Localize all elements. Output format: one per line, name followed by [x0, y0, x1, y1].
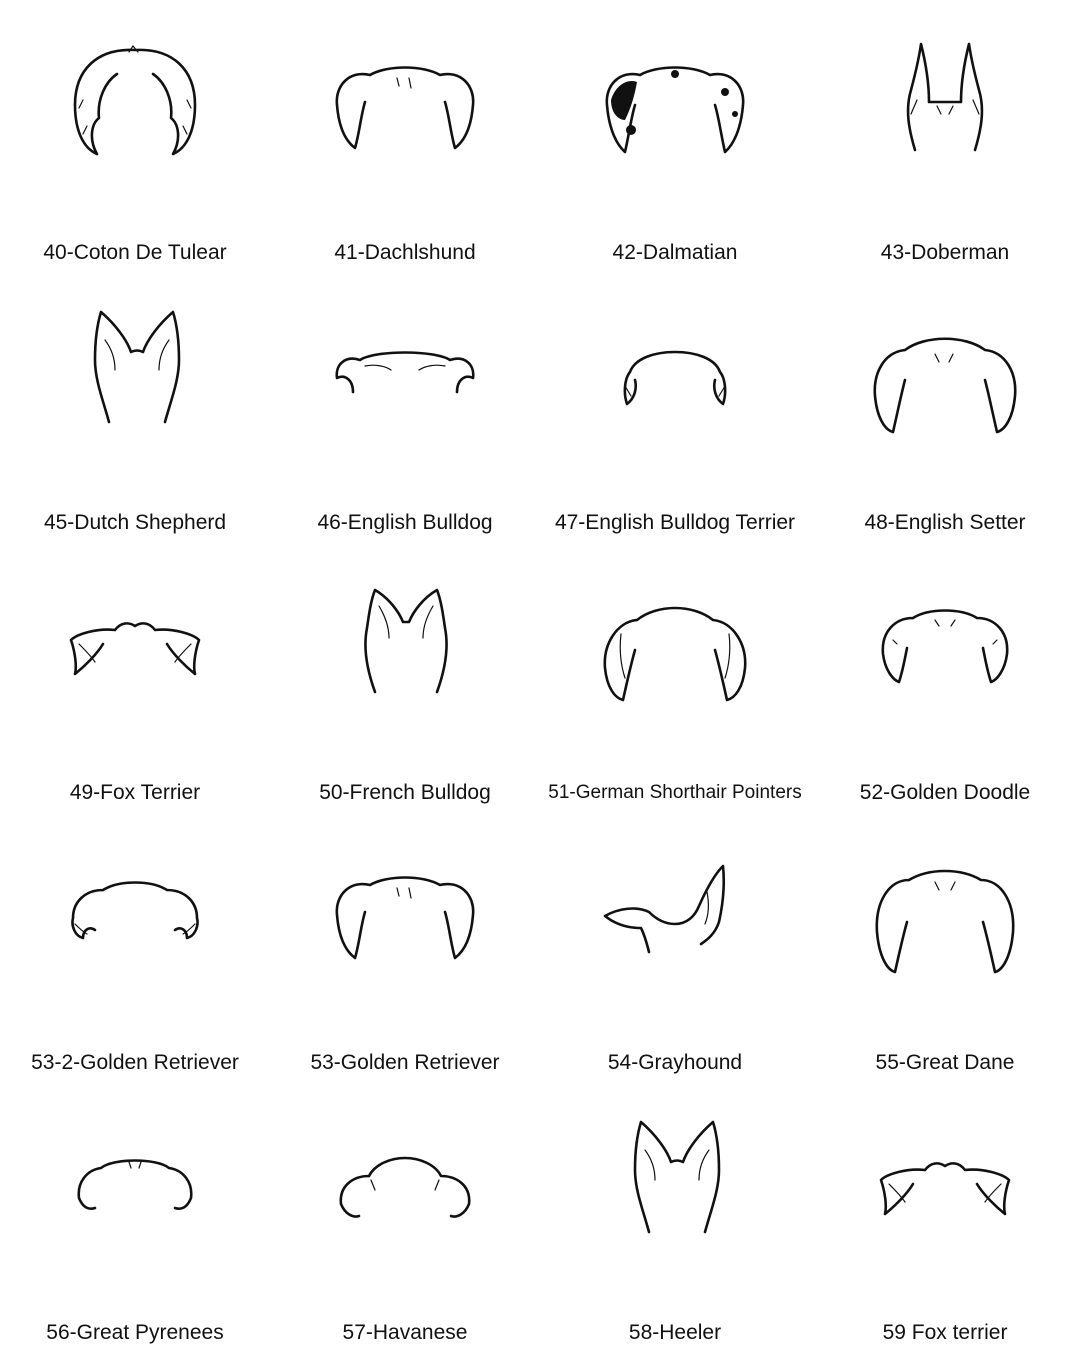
breed-card: [540, 1080, 810, 1350]
ear-outline-icon: [575, 570, 775, 740]
breed-label: 56-Great Pyrenees: [46, 1321, 224, 1344]
breed-card: [270, 540, 540, 810]
breed-card: [270, 810, 540, 1080]
breed-label: 50-French Bulldog: [319, 781, 491, 804]
breed-card: [0, 810, 270, 1080]
breed-label: 53-Golden Retriever: [310, 1051, 500, 1074]
breed-label: 58-Heeler: [628, 1321, 722, 1344]
ear-outline-icon: [305, 840, 505, 1010]
breed-label: 49-Fox Terrier: [69, 781, 201, 804]
ear-outline-icon: [35, 1110, 235, 1280]
breed-card: [270, 1080, 540, 1350]
breed-card: [810, 0, 1080, 270]
breed-card: [270, 270, 540, 540]
ear-outline-icon: [305, 570, 505, 740]
breed-card: [270, 0, 540, 270]
breed-label: 51-German Shorthair Pointers: [548, 782, 802, 803]
ear-outline-icon: [575, 1110, 775, 1280]
breed-label: 54-Grayhound: [607, 1051, 743, 1074]
breed-label: 59 Fox terrier: [882, 1321, 1008, 1344]
breed-label: 45-Dutch Shepherd: [43, 511, 227, 534]
ear-outline-icon: [845, 570, 1045, 740]
breed-label: 47-English Bulldog Terrier: [554, 511, 796, 534]
breed-label: 57-Havanese: [342, 1321, 468, 1344]
breed-label: 55-Great Dane: [875, 1051, 1015, 1074]
ear-outline-icon: [305, 300, 505, 470]
breed-card: [810, 270, 1080, 540]
ear-outline-icon: [575, 30, 775, 200]
ear-outline-icon: [305, 30, 505, 200]
breed-card: [0, 540, 270, 810]
breed-card: [540, 810, 810, 1080]
breed-card: [540, 270, 810, 540]
breed-card: [810, 540, 1080, 810]
breed-card: [540, 0, 810, 270]
breed-card: [0, 1080, 270, 1350]
breed-label: 41-Dachlshund: [334, 241, 476, 264]
ear-outline-icon: [845, 1110, 1045, 1280]
breed-card: [810, 810, 1080, 1080]
ear-outline-icon: [845, 30, 1045, 200]
breed-label: 53-2-Golden Retriever: [31, 1051, 239, 1074]
breed-label: 46-English Bulldog: [317, 511, 493, 534]
ear-outline-icon: [35, 840, 235, 1010]
breed-label: 48-English Setter: [864, 511, 1026, 534]
breed-label: 42-Dalmatian: [612, 241, 738, 264]
breed-label: 43-Doberman: [880, 241, 1010, 264]
ear-outline-icon: [845, 840, 1045, 1010]
ear-outline-icon: [305, 1110, 505, 1280]
ear-outline-icon: [575, 300, 775, 470]
breed-label: 52-Golden Doodle: [859, 781, 1031, 804]
ear-outline-icon: [35, 300, 235, 470]
breed-card: [0, 0, 270, 270]
breed-label: 40-Coton De Tulear: [43, 241, 227, 264]
breed-card: [810, 1080, 1080, 1350]
breed-card: [540, 540, 810, 810]
ear-outline-icon: [35, 570, 235, 740]
ear-outline-icon: [845, 300, 1045, 470]
ear-outline-icon: [575, 840, 775, 1010]
ear-outline-icon: [35, 30, 235, 200]
breed-card: [0, 270, 270, 540]
